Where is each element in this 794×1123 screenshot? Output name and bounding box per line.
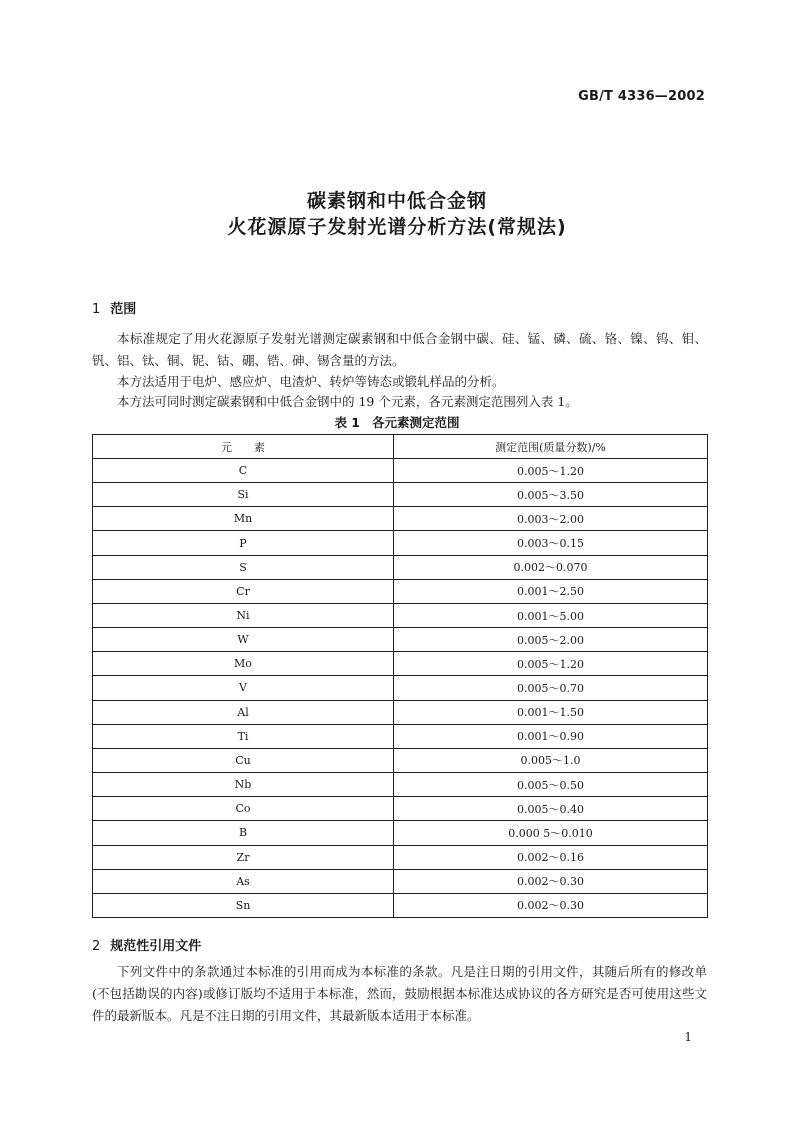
header-range: 测定范围(质量分数)/% (394, 435, 708, 459)
table-row (93, 507, 708, 531)
table-header-row (93, 435, 708, 459)
range-cell: 0.005～0.40 (394, 797, 708, 821)
element-cell: Ni (93, 603, 394, 627)
table-row (93, 652, 708, 676)
range-cell: 0.001～2.50 (394, 579, 708, 603)
section-1-paragraph-3: 本方法可同时测定碳素钢和中低合金钢中的 19 个元素，各元素测定范围列入表 1。 (117, 394, 578, 409)
table-caption (0, 413, 794, 431)
section-2-number: 2 (92, 939, 101, 954)
table-row (93, 724, 708, 748)
standard-code: GB/T 4336—2002 (578, 89, 705, 104)
section-2-title: 规范性引用文件 (110, 939, 202, 954)
element-cell: C (93, 459, 394, 483)
range-cell: 0.001～0.90 (394, 724, 708, 748)
range-cell: 0.002～0.16 (394, 845, 708, 869)
range-cell: 0.005～1.20 (394, 652, 708, 676)
header-element: 元 素 (93, 435, 394, 459)
section-1-paragraph-2: 本方法适用于电炉、感应炉、电渣炉、转炉等铸态或锻轧样品的分析。 (117, 374, 505, 389)
element-cell: Cu (93, 748, 394, 772)
element-cell: Mn (93, 507, 394, 531)
title-line-1: 碳素钢和中低合金钢 (306, 190, 487, 212)
range-cell: 0.002～0.070 (394, 555, 708, 579)
page-number: 1 (684, 1030, 692, 1044)
section-1-number: 1 (92, 302, 101, 317)
range-cell: 0.001～1.50 (394, 700, 708, 724)
table-row (93, 579, 708, 603)
table-row (93, 748, 708, 772)
element-cell: Si (93, 483, 394, 507)
element-cell: Sn (93, 893, 394, 917)
table-row (93, 676, 708, 700)
range-cell: 0.005～0.70 (394, 676, 708, 700)
range-cell: 0.001～5.00 (394, 603, 708, 627)
element-cell: P (93, 531, 394, 555)
table-row (93, 773, 708, 797)
element-range-table (92, 434, 708, 918)
table-row (93, 555, 708, 579)
table-caption-text: 各元素测定范围 (372, 415, 460, 430)
element-cell: S (93, 555, 394, 579)
element-cell: As (93, 869, 394, 893)
element-cell: W (93, 628, 394, 652)
element-cell: Mo (93, 652, 394, 676)
element-cell: Zr (93, 845, 394, 869)
table-row (93, 603, 708, 627)
section-2-paragraph: 下列文件中的条款通过本标准的引用而成为本标准的条款。凡是注日期的引用文件，其随后所有的修改单(不包括勘误的内容)或修订版均不适用于本标准，然而，鼓励根据本标准达成协议的各方研究是否可使用这些文件的最新版本。凡是不注日期的引用文件，其最新版本适用于本标准。 (92, 964, 707, 1023)
table-row (93, 893, 708, 917)
document-title (0, 188, 794, 240)
range-cell: 0.005～0.50 (394, 773, 708, 797)
range-cell: 0.002～0.30 (394, 869, 708, 893)
table-row (93, 797, 708, 821)
element-cell: Co (93, 797, 394, 821)
table-row (93, 845, 708, 869)
element-cell: Nb (93, 773, 394, 797)
element-cell: B (93, 821, 394, 845)
table-row (93, 821, 708, 845)
range-cell: 0.005～1.0 (394, 748, 708, 772)
element-cell: Ti (93, 724, 394, 748)
range-cell: 0.005～1.20 (394, 459, 708, 483)
table-row (93, 700, 708, 724)
element-cell: V (93, 676, 394, 700)
section-1-paragraph-1: 本标准规定了用火花源原子发射光谱测定碳素钢和中低合金钢中碳、硅、锰、磷、硫、铬、镍、钨、钼、钒、铝、钛、铜、铌、钴、硼、锆、砷、锡含量的方法。 (92, 331, 707, 368)
element-cell: Al (93, 700, 394, 724)
range-cell: 0.003～0.15 (394, 531, 708, 555)
table-row (93, 483, 708, 507)
range-cell: 0.002～0.30 (394, 893, 708, 917)
title-line-2: 火花源原子发射光谱分析方法(常规法) (227, 216, 567, 238)
section-2-heading (92, 935, 201, 954)
table-row (93, 531, 708, 555)
section-1-heading (92, 298, 136, 317)
table-caption-label: 表 1 (334, 415, 361, 430)
element-cell: Cr (93, 579, 394, 603)
range-cell: 0.005～2.00 (394, 628, 708, 652)
range-cell: 0.000 5～0.010 (394, 821, 708, 845)
range-cell: 0.005～3.50 (394, 483, 708, 507)
section-1-title: 范围 (110, 302, 137, 317)
table-row (93, 459, 708, 483)
range-cell: 0.003～2.00 (394, 507, 708, 531)
table-row (93, 628, 708, 652)
table-row (93, 869, 708, 893)
